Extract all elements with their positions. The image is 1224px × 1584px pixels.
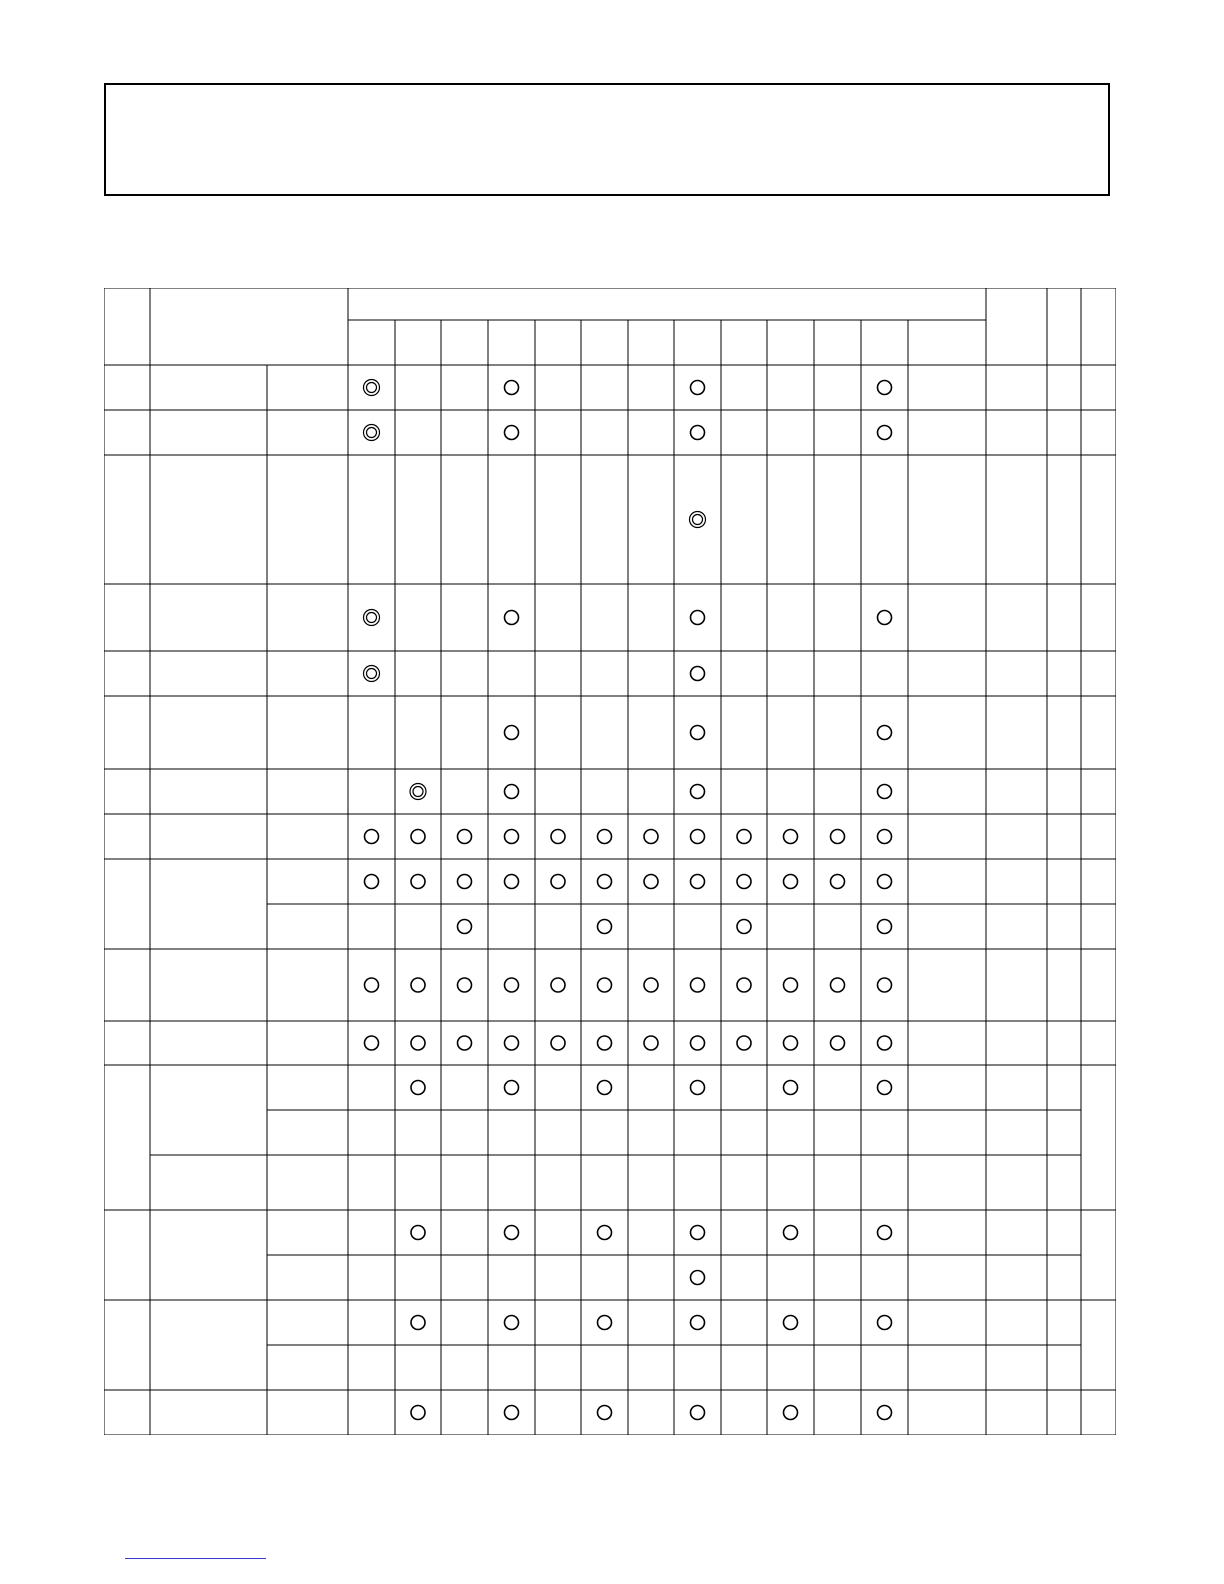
circle-mark <box>784 1081 798 1095</box>
circle-mark <box>458 875 472 889</box>
circle-mark <box>878 426 892 440</box>
circle-mark <box>784 830 798 844</box>
circle-mark <box>691 785 705 799</box>
circle-mark <box>598 978 612 992</box>
circle-mark <box>878 830 892 844</box>
circle-mark <box>784 1226 798 1240</box>
circle-mark <box>505 785 519 799</box>
circle-mark <box>598 875 612 889</box>
circle-mark <box>411 1081 425 1095</box>
circle-mark <box>691 875 705 889</box>
circle-mark <box>505 1406 519 1420</box>
double-circle-mark <box>364 380 380 396</box>
circle-mark <box>505 726 519 740</box>
circle-mark <box>458 1036 472 1050</box>
circle-mark <box>644 978 658 992</box>
double-circle-mark <box>690 512 706 528</box>
circle-mark <box>691 978 705 992</box>
circle-mark <box>691 1226 705 1240</box>
circle-mark <box>551 978 565 992</box>
circle-mark <box>691 381 705 395</box>
circle-mark <box>878 875 892 889</box>
circle-mark <box>737 830 751 844</box>
circle-mark <box>505 1081 519 1095</box>
circle-mark <box>411 1406 425 1420</box>
double-circle-inner <box>367 669 377 679</box>
circle-mark <box>505 611 519 625</box>
circle-mark <box>878 1406 892 1420</box>
circle-mark <box>831 978 845 992</box>
double-circle-mark <box>364 610 380 626</box>
circle-mark <box>411 978 425 992</box>
circle-mark <box>691 611 705 625</box>
circle-mark <box>691 1316 705 1330</box>
circle-mark <box>598 920 612 934</box>
circle-mark <box>365 1036 379 1050</box>
circle-mark <box>737 875 751 889</box>
double-circle-mark <box>364 425 380 441</box>
circle-mark <box>505 875 519 889</box>
circle-mark <box>551 830 565 844</box>
circle-mark <box>505 978 519 992</box>
checklist-grid <box>104 288 1116 1435</box>
checklist-table <box>104 288 1116 1435</box>
double-circle-outer <box>364 380 380 396</box>
circle-mark <box>831 1036 845 1050</box>
circle-mark <box>784 1036 798 1050</box>
circle-mark <box>505 1036 519 1050</box>
double-circle-inner <box>413 787 423 797</box>
circle-mark <box>878 785 892 799</box>
circle-mark <box>365 830 379 844</box>
circle-mark <box>691 1081 705 1095</box>
double-circle-mark <box>364 666 380 682</box>
circle-mark <box>691 1271 705 1285</box>
circle-mark <box>737 920 751 934</box>
circle-mark <box>411 875 425 889</box>
circle-mark <box>784 1406 798 1420</box>
circle-mark <box>598 1406 612 1420</box>
circle-mark <box>505 1226 519 1240</box>
circle-mark <box>458 978 472 992</box>
circle-mark <box>784 978 798 992</box>
circle-mark <box>458 830 472 844</box>
circle-mark <box>878 1316 892 1330</box>
circle-mark <box>551 875 565 889</box>
double-circle-inner <box>367 613 377 623</box>
circle-mark <box>878 920 892 934</box>
circle-mark <box>691 830 705 844</box>
circle-mark <box>878 1081 892 1095</box>
circle-mark <box>831 830 845 844</box>
circle-mark <box>737 1036 751 1050</box>
circle-mark <box>505 830 519 844</box>
circle-mark <box>691 1406 705 1420</box>
footer-link-underline[interactable] <box>125 1558 266 1559</box>
circle-mark <box>691 1036 705 1050</box>
circle-mark <box>878 1226 892 1240</box>
circle-mark <box>644 1036 658 1050</box>
circle-mark <box>831 875 845 889</box>
double-circle-inner <box>367 428 377 438</box>
circle-mark <box>505 426 519 440</box>
circle-mark <box>411 830 425 844</box>
circle-mark <box>878 381 892 395</box>
circle-mark <box>878 726 892 740</box>
circle-mark <box>411 1036 425 1050</box>
circle-mark <box>505 1316 519 1330</box>
circle-mark <box>644 830 658 844</box>
circle-mark <box>411 1226 425 1240</box>
circle-mark <box>878 978 892 992</box>
circle-mark <box>878 1036 892 1050</box>
circle-mark <box>365 875 379 889</box>
circle-mark <box>691 667 705 681</box>
circle-mark <box>458 920 472 934</box>
circle-mark <box>505 381 519 395</box>
circle-mark <box>644 875 658 889</box>
circle-mark <box>598 1036 612 1050</box>
circle-mark <box>737 978 751 992</box>
circle-mark <box>784 875 798 889</box>
circle-mark <box>598 1081 612 1095</box>
circle-mark <box>598 830 612 844</box>
circle-mark <box>411 1316 425 1330</box>
circle-mark <box>598 1316 612 1330</box>
circle-mark <box>551 1036 565 1050</box>
double-circle-inner <box>367 383 377 393</box>
circle-mark <box>691 726 705 740</box>
double-circle-mark <box>410 784 426 800</box>
circle-mark <box>691 426 705 440</box>
circle-mark <box>784 1316 798 1330</box>
document-title-box <box>104 83 1110 196</box>
circle-mark <box>598 1226 612 1240</box>
double-circle-outer <box>364 425 380 441</box>
circle-mark <box>878 611 892 625</box>
double-circle-inner <box>693 515 703 525</box>
circle-mark <box>365 978 379 992</box>
